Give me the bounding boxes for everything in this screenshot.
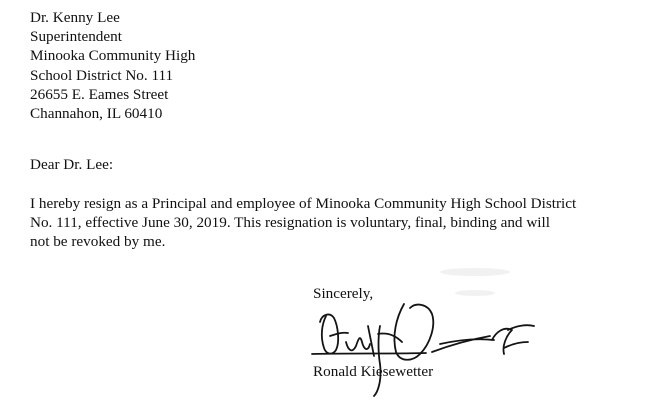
handwritten-signature	[308, 296, 548, 400]
recipient-name: Dr. Kenny Lee	[30, 9, 120, 26]
recipient-org-line-1: Minooka Community High	[30, 47, 196, 65]
body-line-3: not be revoked by me.	[30, 233, 166, 251]
recipient-street: 26655 E. Eames Street	[30, 85, 169, 103]
letter-body	[30, 194, 630, 252]
signer-name: Ronald Kiesewetter	[313, 363, 434, 380]
recipient-org-line-2: School District No. 111	[30, 66, 174, 84]
scan-smudge	[440, 268, 510, 276]
recipient-city-state-zip: Channahon, IL 60410	[30, 105, 163, 123]
body-line-2: No. 111, effective June 30, 2019. This resignation is voluntary, final, binding and will	[30, 214, 550, 232]
closing: Sincerely,	[313, 285, 374, 302]
recipient-address	[30, 8, 195, 123]
recipient-title: Superintendent	[30, 28, 122, 46]
body-line-1: I hereby resign as a Principal and employee of Minooka Community High School District	[30, 195, 577, 212]
salutation: Dear Dr. Lee:	[30, 156, 114, 173]
